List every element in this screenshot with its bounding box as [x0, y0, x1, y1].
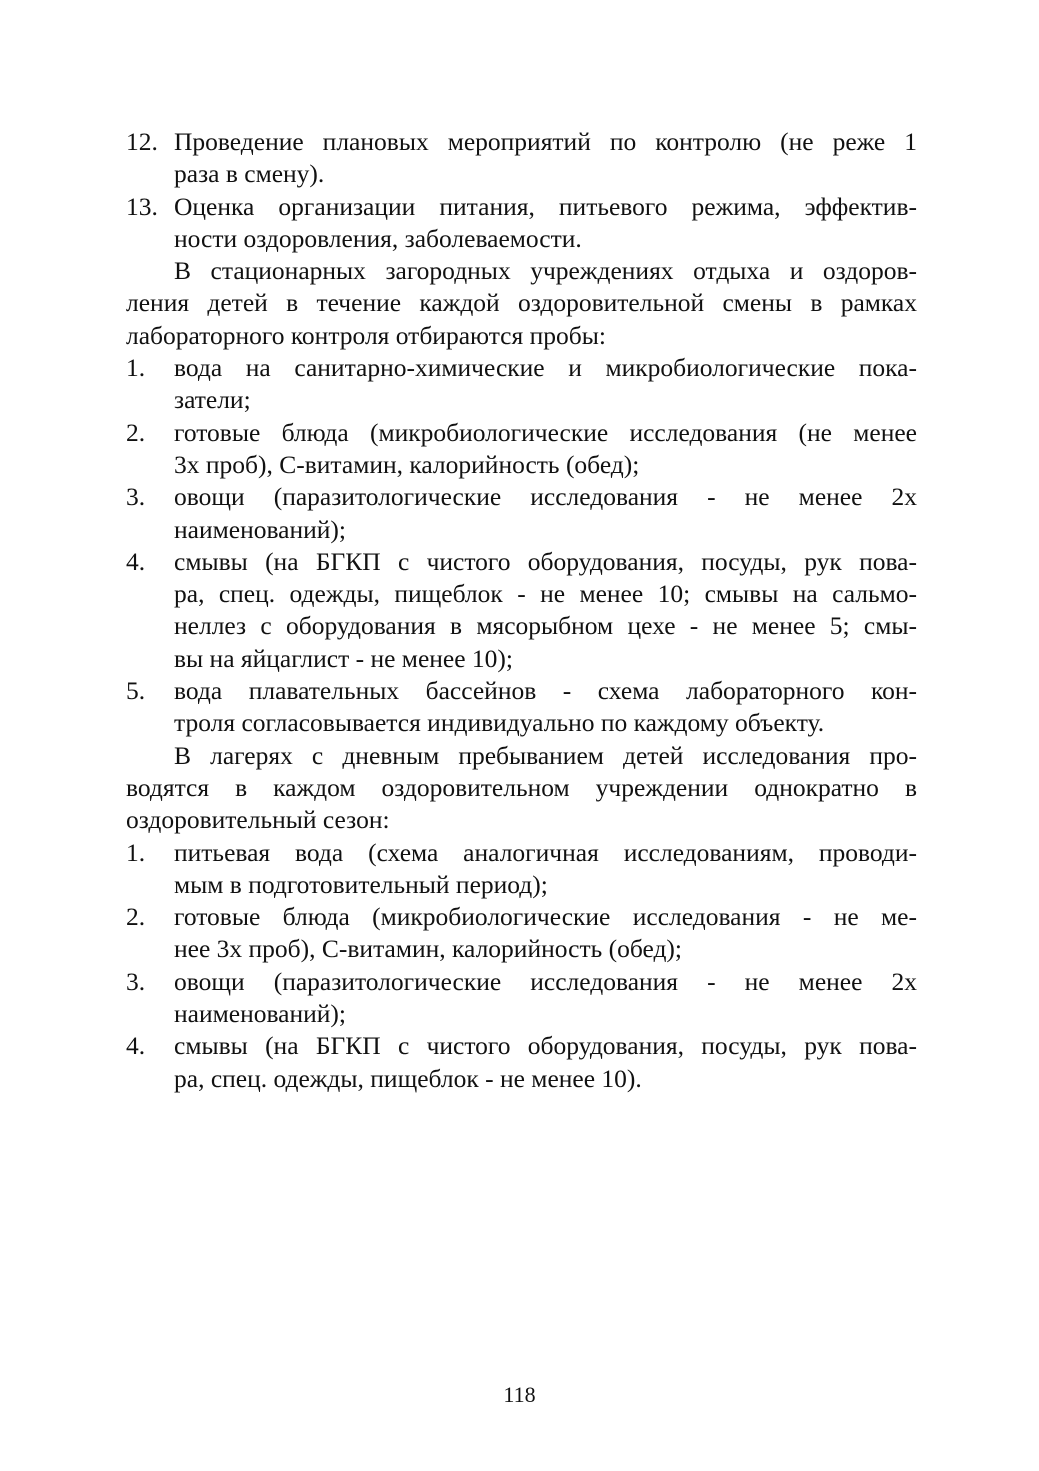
list-item-number: 2. [126, 417, 146, 447]
list-item-line: ности оздоровления, заболеваемости. [174, 223, 582, 253]
list-item [126, 966, 917, 1031]
list-item-line: затели; [174, 385, 251, 415]
list-item-number: 4. [126, 546, 146, 576]
list-item [126, 901, 917, 966]
list-item-line: нее 3х проб), С-витамин, калорийность (обед); [174, 934, 683, 964]
list-item-line: смывы (на БГКП с чистого оборудования, посуды, рук пова- [174, 1031, 917, 1061]
list-item-line: вы на яйцаглист - не менее 10); [174, 643, 513, 673]
list-item-number: 2. [126, 902, 146, 932]
list-item-line: раза в смену). [174, 159, 325, 189]
paragraph-line: В стационарных загородных учреждениях отдыха и оздоров- [174, 256, 917, 286]
list-item-line: мым в подготовительный период); [174, 869, 548, 899]
list-item-line: Проведение плановых мероприятий по контролю (не реже 1 [174, 127, 917, 156]
list-item [126, 546, 917, 675]
paragraph-day-camps [126, 740, 917, 837]
paragraph-line: лабораторного контроля отбираются пробы: [126, 320, 606, 350]
paragraph-stationary-camps [126, 255, 917, 352]
list-item-line: наименований); [174, 514, 347, 544]
paragraph-line: В лагерях с дневным пребыванием детей исследования про- [174, 740, 917, 770]
list-item-line: овощи (паразитологические исследования - не менее 2х [174, 966, 917, 996]
list-item [126, 481, 917, 546]
page-content [126, 126, 917, 1095]
list-item-line: 3х проб), С-витамин, калорийность (обед); [174, 449, 640, 479]
list-item-number: 1. [126, 837, 146, 867]
list-item-number: 5. [126, 676, 146, 706]
list-item-line: ра, спец. одежды, пищеблок - не менее 10). [174, 1063, 642, 1093]
list-item-line: вода на санитарно-химические и микробиологические пока- [174, 353, 917, 383]
list-item-number: 4. [126, 1031, 146, 1061]
list-item-number: 3. [126, 966, 146, 996]
paragraph-line: водятся в каждом оздоровительном учреждении однократно в [126, 772, 917, 802]
list-item-line: наименований); [174, 999, 347, 1029]
list-item [126, 1030, 917, 1095]
paragraph-line: ления детей в течение каждой оздоровительной смены в рамках [126, 288, 917, 318]
list-item-line: вода плавательных бассейнов - схема лабораторного кон- [174, 676, 917, 706]
list-item [126, 837, 917, 902]
list-item-line: смывы (на БГКП с чистого оборудования, посуды, рук пова- [174, 546, 917, 576]
list-item [126, 417, 917, 482]
list-item-number: 12. [126, 127, 158, 156]
list-item-13 [126, 191, 917, 256]
list-item-line: неллез с оборудования в мясорыбном цехе - не менее 5; смы- [174, 611, 917, 641]
list-item-line: ра, спец. одежды, пищеблок - не менее 10; смывы на сальмо- [174, 579, 917, 609]
list-item-line: Оценка организации питания, питьевого режима, эффектив- [174, 191, 917, 221]
list-item-number: 13. [126, 191, 158, 221]
list-item-12 [126, 126, 917, 191]
list-item-line: готовые блюда (микробиологические исследования - не ме- [174, 902, 917, 932]
paragraph-line: оздоровительный сезон: [126, 805, 390, 835]
list-item-number: 3. [126, 482, 146, 512]
list-item [126, 675, 917, 740]
list-item-line: питьевая вода (схема аналогичная исследованиям, проводи- [174, 837, 917, 867]
list-item-line: готовые блюда (микробиологические исследования (не менее [174, 417, 917, 447]
list-item [126, 352, 917, 417]
list-item-number: 1. [126, 353, 146, 383]
list-item-line: овощи (паразитологические исследования - не менее 2х [174, 482, 917, 512]
list-item-line: троля согласовывается индивидуально по каждому объекту. [174, 708, 825, 738]
page-number: 118 [503, 1382, 536, 1407]
